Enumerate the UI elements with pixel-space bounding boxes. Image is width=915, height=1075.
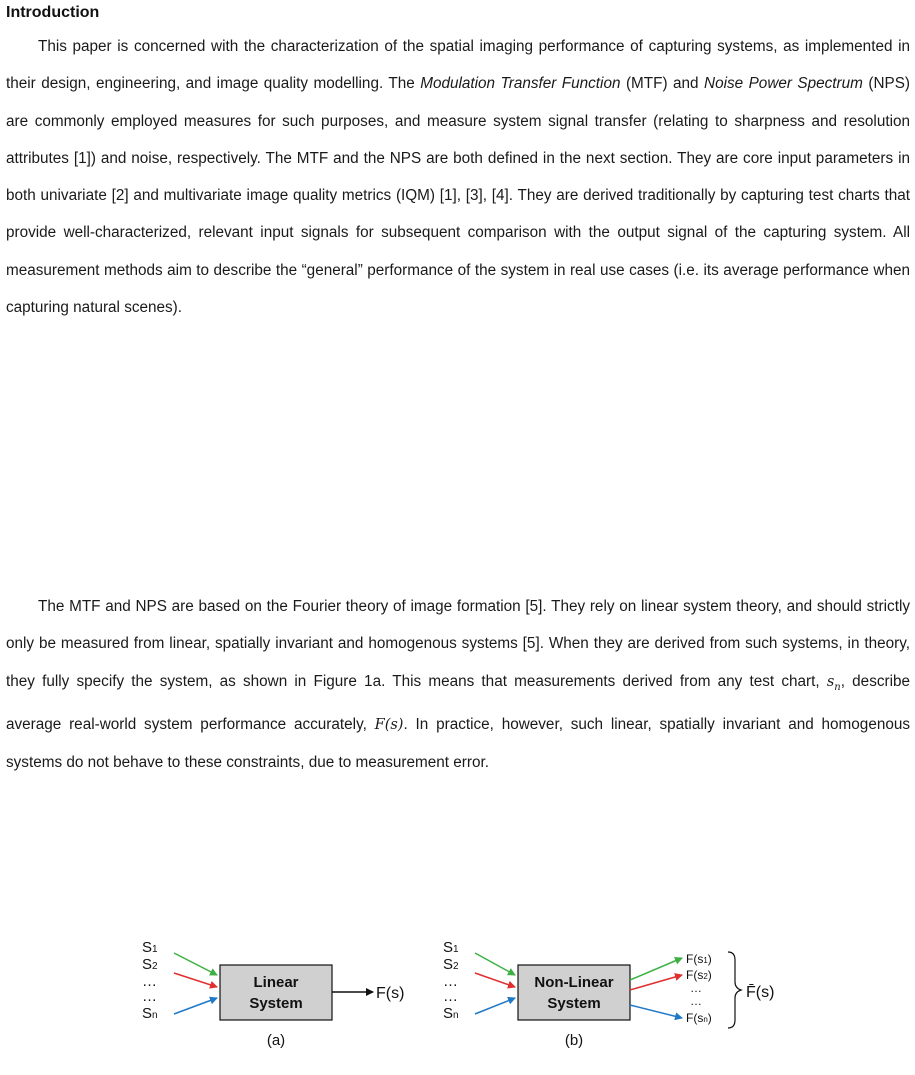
arrow-blue-a [174, 998, 217, 1014]
arrow-red-in-b [475, 973, 515, 987]
paragraph-2-text-b: , describe average real-world system performance accurately, [6, 672, 910, 733]
figure-1a [142, 939, 404, 1049]
term-mtf: Modulation Transfer Function [420, 75, 621, 93]
paragraph-2-text-a: The MTF and NPS are based on the Fourier theory of image formation [5]. They rely on linear system theory, and should strictly only be measured from linear, spatially invariant and homogenous systems [5]. When they are derived from such systems, in theory, they fully specify the system, as shown in Figure 1a. This means that measurements derived from any test chart, [6, 598, 910, 690]
arrow-blue-out-b [630, 1005, 682, 1018]
paragraph-1-text-b: (MTF) and [620, 75, 705, 93]
non-linear-box-line2: System [547, 995, 601, 1012]
paragraph-1 [6, 28, 910, 326]
output-dots2: … [690, 994, 702, 1008]
non-linear-box-line1: Non-Linear [534, 974, 614, 991]
output-dots1: … [690, 981, 702, 995]
output-a: F(s) [376, 985, 405, 1002]
output-f-s1: F(s1) [686, 952, 712, 966]
input-s2-a: S2 [142, 956, 158, 973]
input-s1-b: S1 [443, 939, 459, 956]
paragraph-1-text-c: (NPS) are commonly employed measures for such purposes, and measure system signal transfer (relating to sharpness and resolution attributes [1]) and noise, respectively. The MTF and the NPS are both defined in the next section. They are core input parameters in both univariate [2] and multivariate image quality metrics (IQM) [1], [3], [4]. They are derived traditionally by capturing test charts that provide well-characterized, relevant input signals for subsequent comparison with the output signal of the capturing system. All measurement methods aim to describe the “general” performance of the system in real use cases (i.e. its average performance when capturing natural scenes). [6, 75, 910, 317]
input-dots1-b: … [443, 973, 458, 990]
arrow-green-in-b [475, 953, 515, 975]
symbol-s-n: $s_n$ [826, 673, 841, 693]
input-sn-b: Sn [443, 1005, 459, 1022]
figure-1-diagram [0, 920, 915, 1070]
section-heading: Introduction [6, 4, 100, 21]
arrow-blue-in-b [475, 998, 515, 1014]
caption-a: (a) [266, 1032, 286, 1049]
input-sn-a: Sn [142, 1005, 158, 1022]
input-dots1-a: … [142, 973, 157, 990]
output-f-sn: F(sn) [686, 1011, 712, 1025]
input-s2-b: S2 [443, 956, 459, 973]
output-mean-b: F̄(s) [746, 984, 775, 1001]
paragraph-2-text-c: . In practice, however, such linear, spatially invariant and homogenous systems do not behave to these constraints, due to measurement error. [6, 715, 910, 772]
input-dots2-b: … [443, 988, 458, 1005]
outputs-b [686, 952, 712, 1025]
brace-icon [728, 952, 741, 1028]
inputs-a [142, 939, 158, 1022]
paragraph-1-text-a: This paper is concerned with the characterization of the spatial imaging performance of capturing systems, as implemented in their design, engineering, and image quality modelling. The [6, 38, 910, 93]
arrow-green-a [174, 953, 217, 975]
inputs-b [443, 939, 459, 1022]
output-f-s2: F(s2) [686, 968, 712, 982]
linear-box-line1: Linear [253, 974, 299, 991]
paragraph-2 [6, 588, 910, 781]
caption-b: (b) [564, 1032, 584, 1049]
figure-1 [0, 920, 915, 1070]
arrow-red-a [174, 973, 217, 987]
input-dots2-a: … [142, 988, 157, 1005]
input-s1-a: S1 [142, 939, 158, 956]
figure-1b [443, 939, 774, 1049]
linear-box-line2: System [249, 995, 303, 1012]
symbol-F-s: F(s) [374, 716, 404, 733]
term-nps: Noise Power Spectrum [704, 75, 863, 93]
